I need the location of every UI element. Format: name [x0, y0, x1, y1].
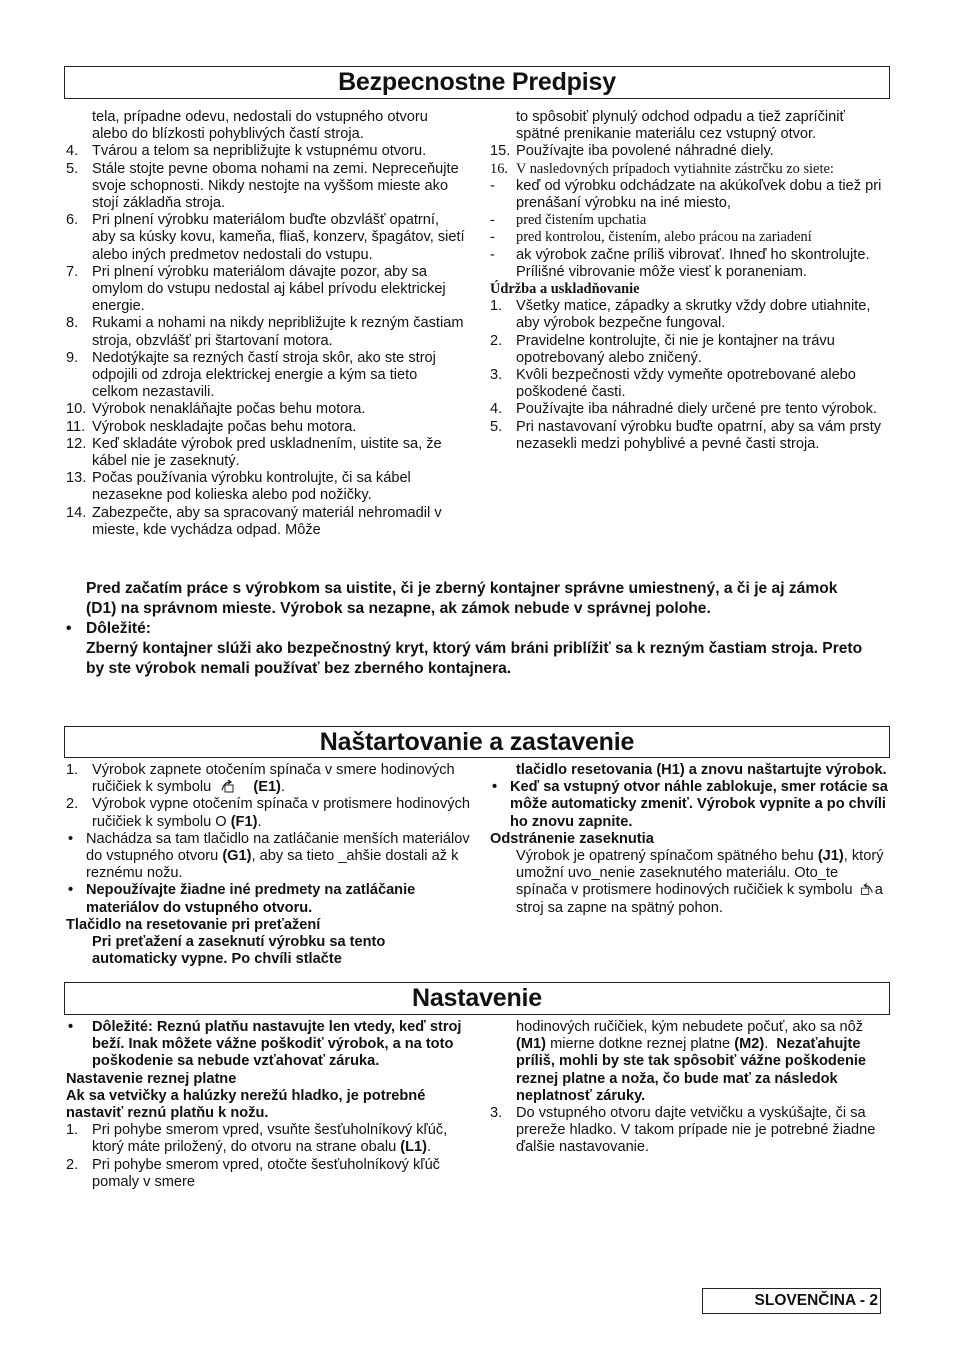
item-text: mierne dotkne reznej platne	[550, 1036, 731, 1053]
list-item	[66, 419, 466, 436]
item-text: Používajte iba náhradné diely určené pre tento výrobok.	[516, 401, 878, 418]
item-text: Používajte iba povolené náhradné diely.	[516, 143, 774, 160]
period: .	[764, 1036, 769, 1053]
item-number: 8.	[66, 315, 79, 332]
item-text: Pri nastavovaní výrobku buďte opatrní, aby sa vám prsty nezasekli medzi pohyblivé a pevné časti stroja.	[516, 418, 882, 452]
maintenance-title: Údržba a uskladňovanie	[490, 281, 640, 298]
item-number: -	[490, 229, 495, 246]
bullet-item	[490, 779, 892, 831]
bullet-item	[66, 831, 474, 883]
item-number: 2.	[490, 332, 503, 349]
item-number: 6.	[66, 212, 79, 229]
container-notice	[64, 579, 864, 679]
ref-l1: (L1)	[400, 1139, 428, 1156]
item-text: a stroj sa zapne na spätný pohon.	[516, 882, 883, 916]
item-number: -	[490, 246, 495, 263]
item-text: , ktorý umožní uvo_nenie zaseknutého materiálu. Oto_te spínača v protismere hodinových ručičiek k symbolu	[516, 848, 884, 899]
safety-left-column	[66, 109, 466, 539]
item-number: 7.	[66, 263, 79, 280]
list-item	[66, 401, 466, 418]
item-text: Počas používania výrobku kontrolujte, či sa kábel nezasekne pod kolieska alebo pod nožičky.	[92, 470, 411, 504]
item-text: pred kontrolou, čistením, alebo prácou na zariadení	[516, 229, 812, 246]
start-left-column	[66, 762, 474, 968]
bullet: •	[68, 1019, 74, 1035]
warning-text: Nezaťahujte príliš, mohli by ste tak spôsobiť vážne poškodenie reznej platne a noža, čo bude mať za následok neplatnosť záruky.	[516, 1036, 867, 1104]
list-item	[490, 247, 892, 281]
list-item	[490, 333, 892, 367]
list-item	[66, 212, 466, 264]
notice-paragraph-2: Zberný kontajner slúži ako bezpečnostný kryt, ktorý vám bráni priblížiť sa k rezným častiam stroja. Preto by ste výrobok nemali používať bez zberného kontajnera.	[86, 640, 863, 677]
list-item	[66, 505, 466, 539]
item-text: Nachádza sa tam tlačidlo na zatláčanie menších materiálov do vstupného otvoru	[86, 830, 470, 865]
list-item	[66, 315, 466, 349]
notice-paragraph: Pred začatím práce s výrobkom sa uistite, či je zberný kontajner správne umiestnený, a či je aj zámok (D1) na správnom mieste. Výrobok sa nezapne, ak zámok nebude v správnej polohe.	[86, 580, 838, 617]
adjust-subtitle: Nastavenie reznej platne	[66, 1070, 237, 1087]
list-item	[490, 212, 892, 229]
item-number: 11.	[66, 418, 86, 435]
list-item	[490, 1105, 892, 1157]
item-text: Pri plnení výrobku materiálom dávajte pozor, aby sa omylom do vstupu nedostal aj kábel prívodu elektrickej energie.	[92, 263, 446, 315]
list-item	[490, 401, 892, 418]
item-text: V nasledovných prípadoch vytiahnite zástrčku zo siete:	[516, 160, 834, 177]
item-number: 1.	[66, 1122, 79, 1139]
item-text: Tvárou a telom sa nepribližujte k vstupnému otvoru.	[92, 143, 427, 160]
item-text: Všetky matice, západky a skrutky vždy dobre utiahnite, aby výrobok bezpečne fungoval.	[516, 298, 871, 332]
reverse-switch-icon	[857, 882, 875, 896]
item-text: Pri plnení výrobku materiálom buďte obzvlášť opatrní, aby sa kúsky kovu, kameňa, fliaš, konzerv, špagátov, sietí alebo iných predmetov nedostali do vstupu.	[92, 212, 465, 263]
item-number: 4.	[66, 143, 79, 160]
section-title-adjust: Nastavenie	[64, 982, 890, 1015]
item-text: Pravidelne kontrolujte, či nie je kontajner na trávu opotrebovaný alebo zničený.	[516, 332, 835, 366]
switch-on-icon	[219, 779, 239, 793]
notice-important	[64, 619, 864, 639]
item-text: Výrobok vypne otočením spínača v protismere hodinových ručičiek k symbolu O	[92, 796, 471, 830]
list-item	[490, 298, 892, 332]
item-text: to spôsobiť plynulý odchod odpadu a tiež zapríčiniť spätné prenikanie materiálu cez vstupný otvor.	[516, 109, 845, 143]
period: .	[280, 779, 285, 796]
item-number: 5.	[490, 418, 503, 435]
important-label: Dôležité:	[86, 620, 151, 637]
reset-text: Pri preťažení a zaseknutí výrobku sa tento automaticky vypne. Po chvíli stlačte	[92, 934, 386, 968]
item-number: 15.	[490, 143, 511, 160]
item-text: keď od výrobku odchádzate na akúkoľvek dobu a tiež pri prenášaní výrobku na iné miesto,	[516, 177, 882, 212]
item-text: Kvôli bezpečnosti vždy vymeňte opotrebované alebo poškodené časti.	[516, 367, 856, 401]
adjust-continued	[490, 1019, 892, 1105]
ref-e1: (E1)	[253, 779, 281, 796]
item-number: 12.	[66, 435, 87, 452]
bullet: •	[68, 830, 74, 847]
bullet-item	[66, 1019, 476, 1071]
bullet: •	[68, 882, 74, 899]
item-text: Výrobok nenakláňajte počas behu motora.	[92, 401, 366, 418]
item-text: hodinových ručičiek, kým nebudete počuť, ako sa nôž	[516, 1019, 864, 1035]
item-text: Keď skladáte výrobok pred uskladnením, uistite sa, že kábel nie je zaseknutý.	[92, 435, 442, 470]
bullet-item	[66, 882, 474, 916]
item-number: 16.	[490, 160, 508, 177]
item-text: Výrobok zapnete otočením spínača v smere hodinových ručičiek k symbolu	[92, 762, 455, 796]
adjust-right-column	[490, 1019, 892, 1157]
item-text: ak výrobok začne príliš vibrovať. Ihneď ho skontrolujte. Prílišné vibrovanie môže viesť k poraneniam.	[516, 246, 870, 280]
item-number: -	[490, 212, 495, 229]
item-number: -	[490, 177, 495, 194]
item-text: Zabezpečte, aby sa spracovaný materiál nehromadil v mieste, kde vychádza odpad. Môže	[92, 504, 442, 538]
list-item	[66, 143, 466, 160]
item-number: 9.	[66, 349, 79, 366]
item-number: 3.	[490, 367, 503, 384]
item-number: 2.	[66, 796, 79, 813]
section-title-safety: Bezpecnostne Predpisy	[64, 66, 890, 99]
list-item	[66, 161, 466, 213]
list-item	[490, 178, 892, 212]
start-right-column	[490, 762, 892, 917]
item-text: pred čistením upchatia	[516, 212, 647, 229]
list-item	[66, 796, 474, 830]
list-item	[490, 161, 892, 178]
ref-j1: (J1)	[817, 848, 844, 865]
ref-m2: (M2)	[734, 1036, 765, 1053]
adjust-subtitle-2: Ak sa vetvičky a halúzky nerežú hladko, je potrebné nastaviť reznú platňu k nožu.	[66, 1087, 426, 1122]
list-item	[66, 436, 466, 470]
list-item	[490, 367, 892, 401]
item-text: Rukami a nohami na nikdy nepribližujte k rezným častiam stroja, obzvlášť pri štartovaní motora.	[92, 315, 464, 349]
item-text: Do vstupného otvoru dajte vetvičku a vyskúšajte, či sa prereže hladko. V takom prípade nie je potrebné žiadne ďalšie nastavovanie.	[516, 1105, 876, 1156]
list-item	[66, 1157, 476, 1191]
jam-text	[490, 848, 892, 917]
section-title-start: Naštartovanie a zastavenie	[64, 726, 890, 758]
period: .	[257, 813, 262, 830]
item-text: Pri pohybe smerom vpred, vsuňte šesťuholníkový kľúč, ktorý máte priložený, do otvoru na strane obalu	[92, 1122, 448, 1156]
item-number: 1.	[490, 298, 503, 315]
list-item	[490, 229, 892, 246]
list-item	[490, 419, 892, 453]
list-item	[66, 264, 466, 316]
item-text: Dôležité: Reznú platňu nastavujte len vtedy, keď stroj beží. Inak môžete vážne poškodiť výrobok, a na toto poškodenie sa nebude vzťahovať záruka.	[92, 1019, 462, 1070]
item-text: Nepoužívajte žiadne iné predmety na zatláčanie materiálov do vstupného otvoru.	[86, 882, 416, 916]
item-number: 2.	[66, 1156, 79, 1173]
item-number: 14.	[66, 504, 87, 521]
list-item	[66, 109, 466, 143]
list-item	[490, 143, 892, 160]
item-text: Výrobok je opatrený spínačom spätného behu	[516, 848, 814, 865]
bullet: •	[492, 779, 498, 796]
list-item	[66, 762, 474, 796]
safety-right-column	[490, 109, 892, 453]
item-number: 5.	[66, 160, 79, 177]
item-text: , aby sa tieto _ahšie dostali až k reznému nožu.	[86, 848, 459, 882]
item-text: Výrobok neskladajte počas behu motora.	[92, 418, 357, 435]
item-text: Stále stojte pevne oboma nohami na zemi. Neprecеňujte svoje schopnosti. Nikdy nestojte na vyššom mieste ako stojí základňa stroja.	[92, 160, 459, 212]
list-item	[66, 1122, 476, 1156]
item-text: tela, prípadne odevu, nedostali do vstupného otvoru alebo do blízkosti pohyblivých častí stroja.	[92, 109, 428, 143]
item-number: 3.	[490, 1105, 503, 1122]
item-text: Pri pohybe smerom vpred, otočte šesťuholníkový kľúč pomaly v smere	[92, 1156, 440, 1190]
ref-m1: (M1)	[516, 1036, 546, 1053]
period: .	[427, 1139, 432, 1156]
list-item	[66, 350, 466, 402]
item-number: 1.	[66, 762, 79, 778]
reset-title: Tlačidlo na resetovanie pri preťažení	[66, 916, 321, 933]
list-item	[66, 470, 466, 504]
list-item	[490, 109, 892, 143]
item-number: 13.	[66, 470, 87, 487]
item-text: Nedotýkajte sa rezných častí stroja skôr, ako ste stroj odpojili od zdroja elektrickej energie a kým sa tieto celkom nezastavili.	[92, 349, 436, 401]
ref-f1: (F1)	[230, 813, 258, 830]
item-number: 10.	[66, 401, 87, 418]
bullet: •	[66, 620, 72, 637]
item-number: 4.	[490, 401, 503, 418]
jam-title: Odstránenie zaseknutia	[490, 830, 654, 847]
reset-text-continued: tlačidlo resetovania (H1) a znovu naštartujte výrobok.	[516, 762, 887, 778]
adjust-left-column	[66, 1019, 476, 1191]
item-text: Keď sa vstupný otvor náhle zablokuje, smer rotácie sa môže automaticky zmeniť. Výrobok vypnite a po chvíli ho znovu zapnite.	[510, 779, 888, 830]
page-footer: SLOVENČINA - 2	[702, 1288, 881, 1314]
ref-g1: (G1)	[222, 848, 252, 865]
